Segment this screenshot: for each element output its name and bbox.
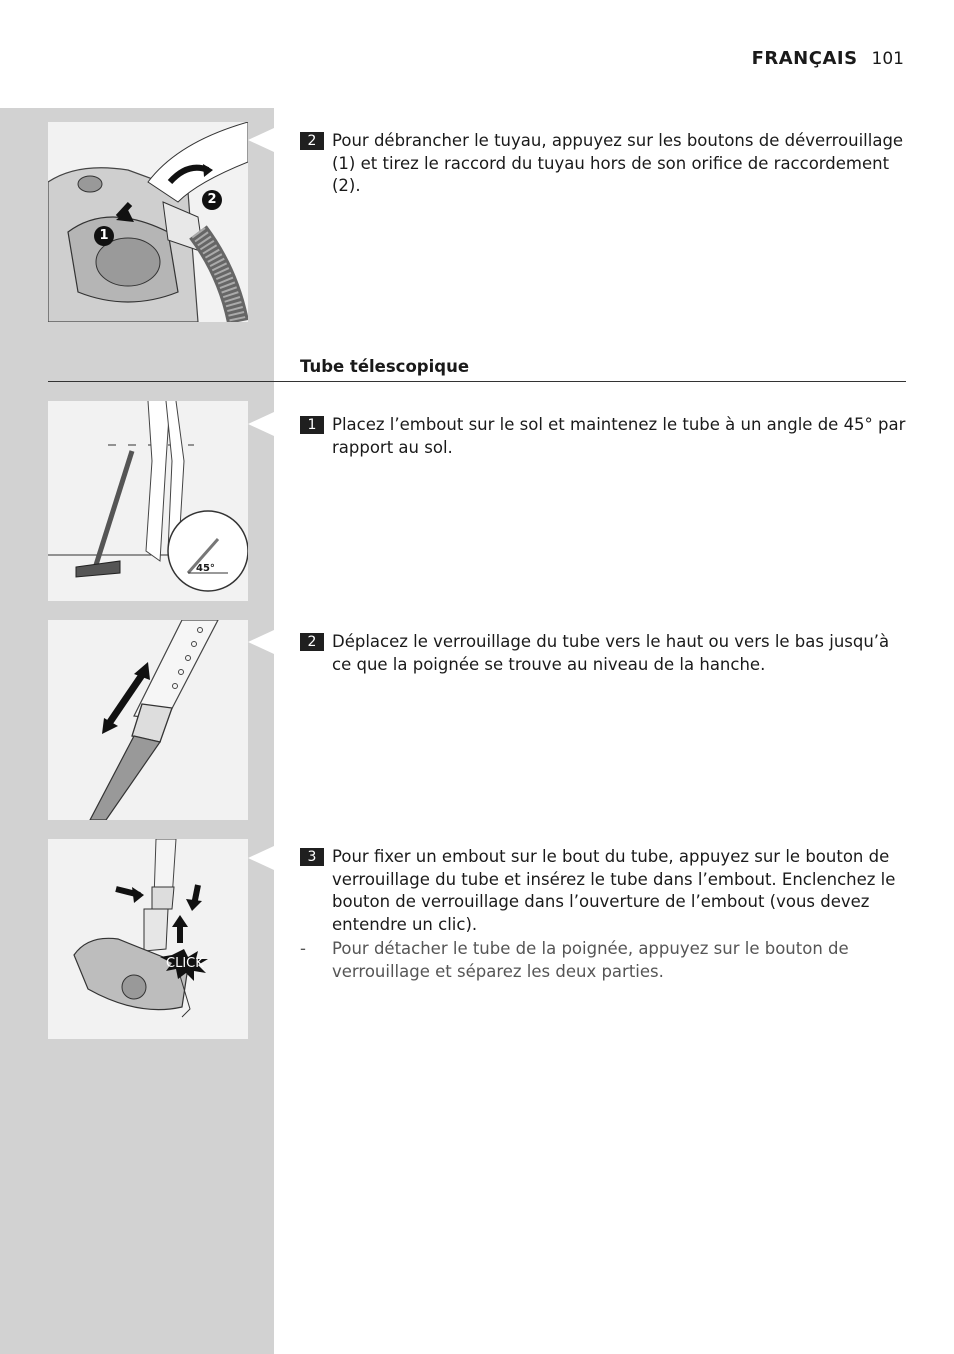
pointer-arrow [248,128,274,152]
callout-1: 1 [94,226,114,246]
step-text: Pour fixer un embout sur le bout du tube, appuyez sur le bouton de verrouillage du tube et insérez le tube dans l’embout. Enclenchez le bouton de verrouillage dans l’ouverture de l’embout (vous devez entendre un clic). [332,847,896,934]
divider [48,381,906,382]
step-disconnect-hose [300,130,906,198]
step-number: 2 [300,132,324,150]
step-adjust-lock [300,631,906,676]
click-label: CLICK [166,956,204,971]
section-title: Tube télescopique [300,357,470,376]
pointer-arrow [248,630,274,654]
page-number: 101 [871,49,904,69]
callout-2: 2 [202,190,222,210]
language-label: FRANÇAIS [751,48,858,69]
pointer-arrow [248,846,274,870]
angle-label: 45° [196,563,215,574]
note-text: Pour détacher le tube de la poignée, appuyez sur le bouton de verrouillage et séparez les deux parties. [332,939,849,981]
note-detach-tube [300,938,906,983]
illustration-nozzle-click [48,839,248,1039]
step-number: 1 [300,416,324,434]
step-text: Placez l’embout sur le sol et maintenez le tube à un angle de 45° par rapport au sol. [332,415,906,457]
step-text: Pour débrancher le tuyau, appuyez sur les boutons de déverrouillage (1) et tirez le raccord du tuyau hors de son orifice de raccordement (2). [332,131,904,195]
pointer-arrow [248,412,274,436]
step-text: Déplacez le verrouillage du tube vers le haut ou vers le bas jusqu’à ce que la poignée se trouve au niveau de la hanche. [332,632,890,674]
illustration-hose-disconnect [48,122,248,322]
step-number: 3 [300,848,324,866]
illustration-tube-angle [48,401,248,601]
page-header [752,48,904,69]
step-place-nozzle [300,414,906,459]
note-dash: - [300,939,306,958]
illustration-tube-adjust [48,620,248,820]
step-number: 2 [300,633,324,651]
step-attach-nozzle [300,846,906,936]
